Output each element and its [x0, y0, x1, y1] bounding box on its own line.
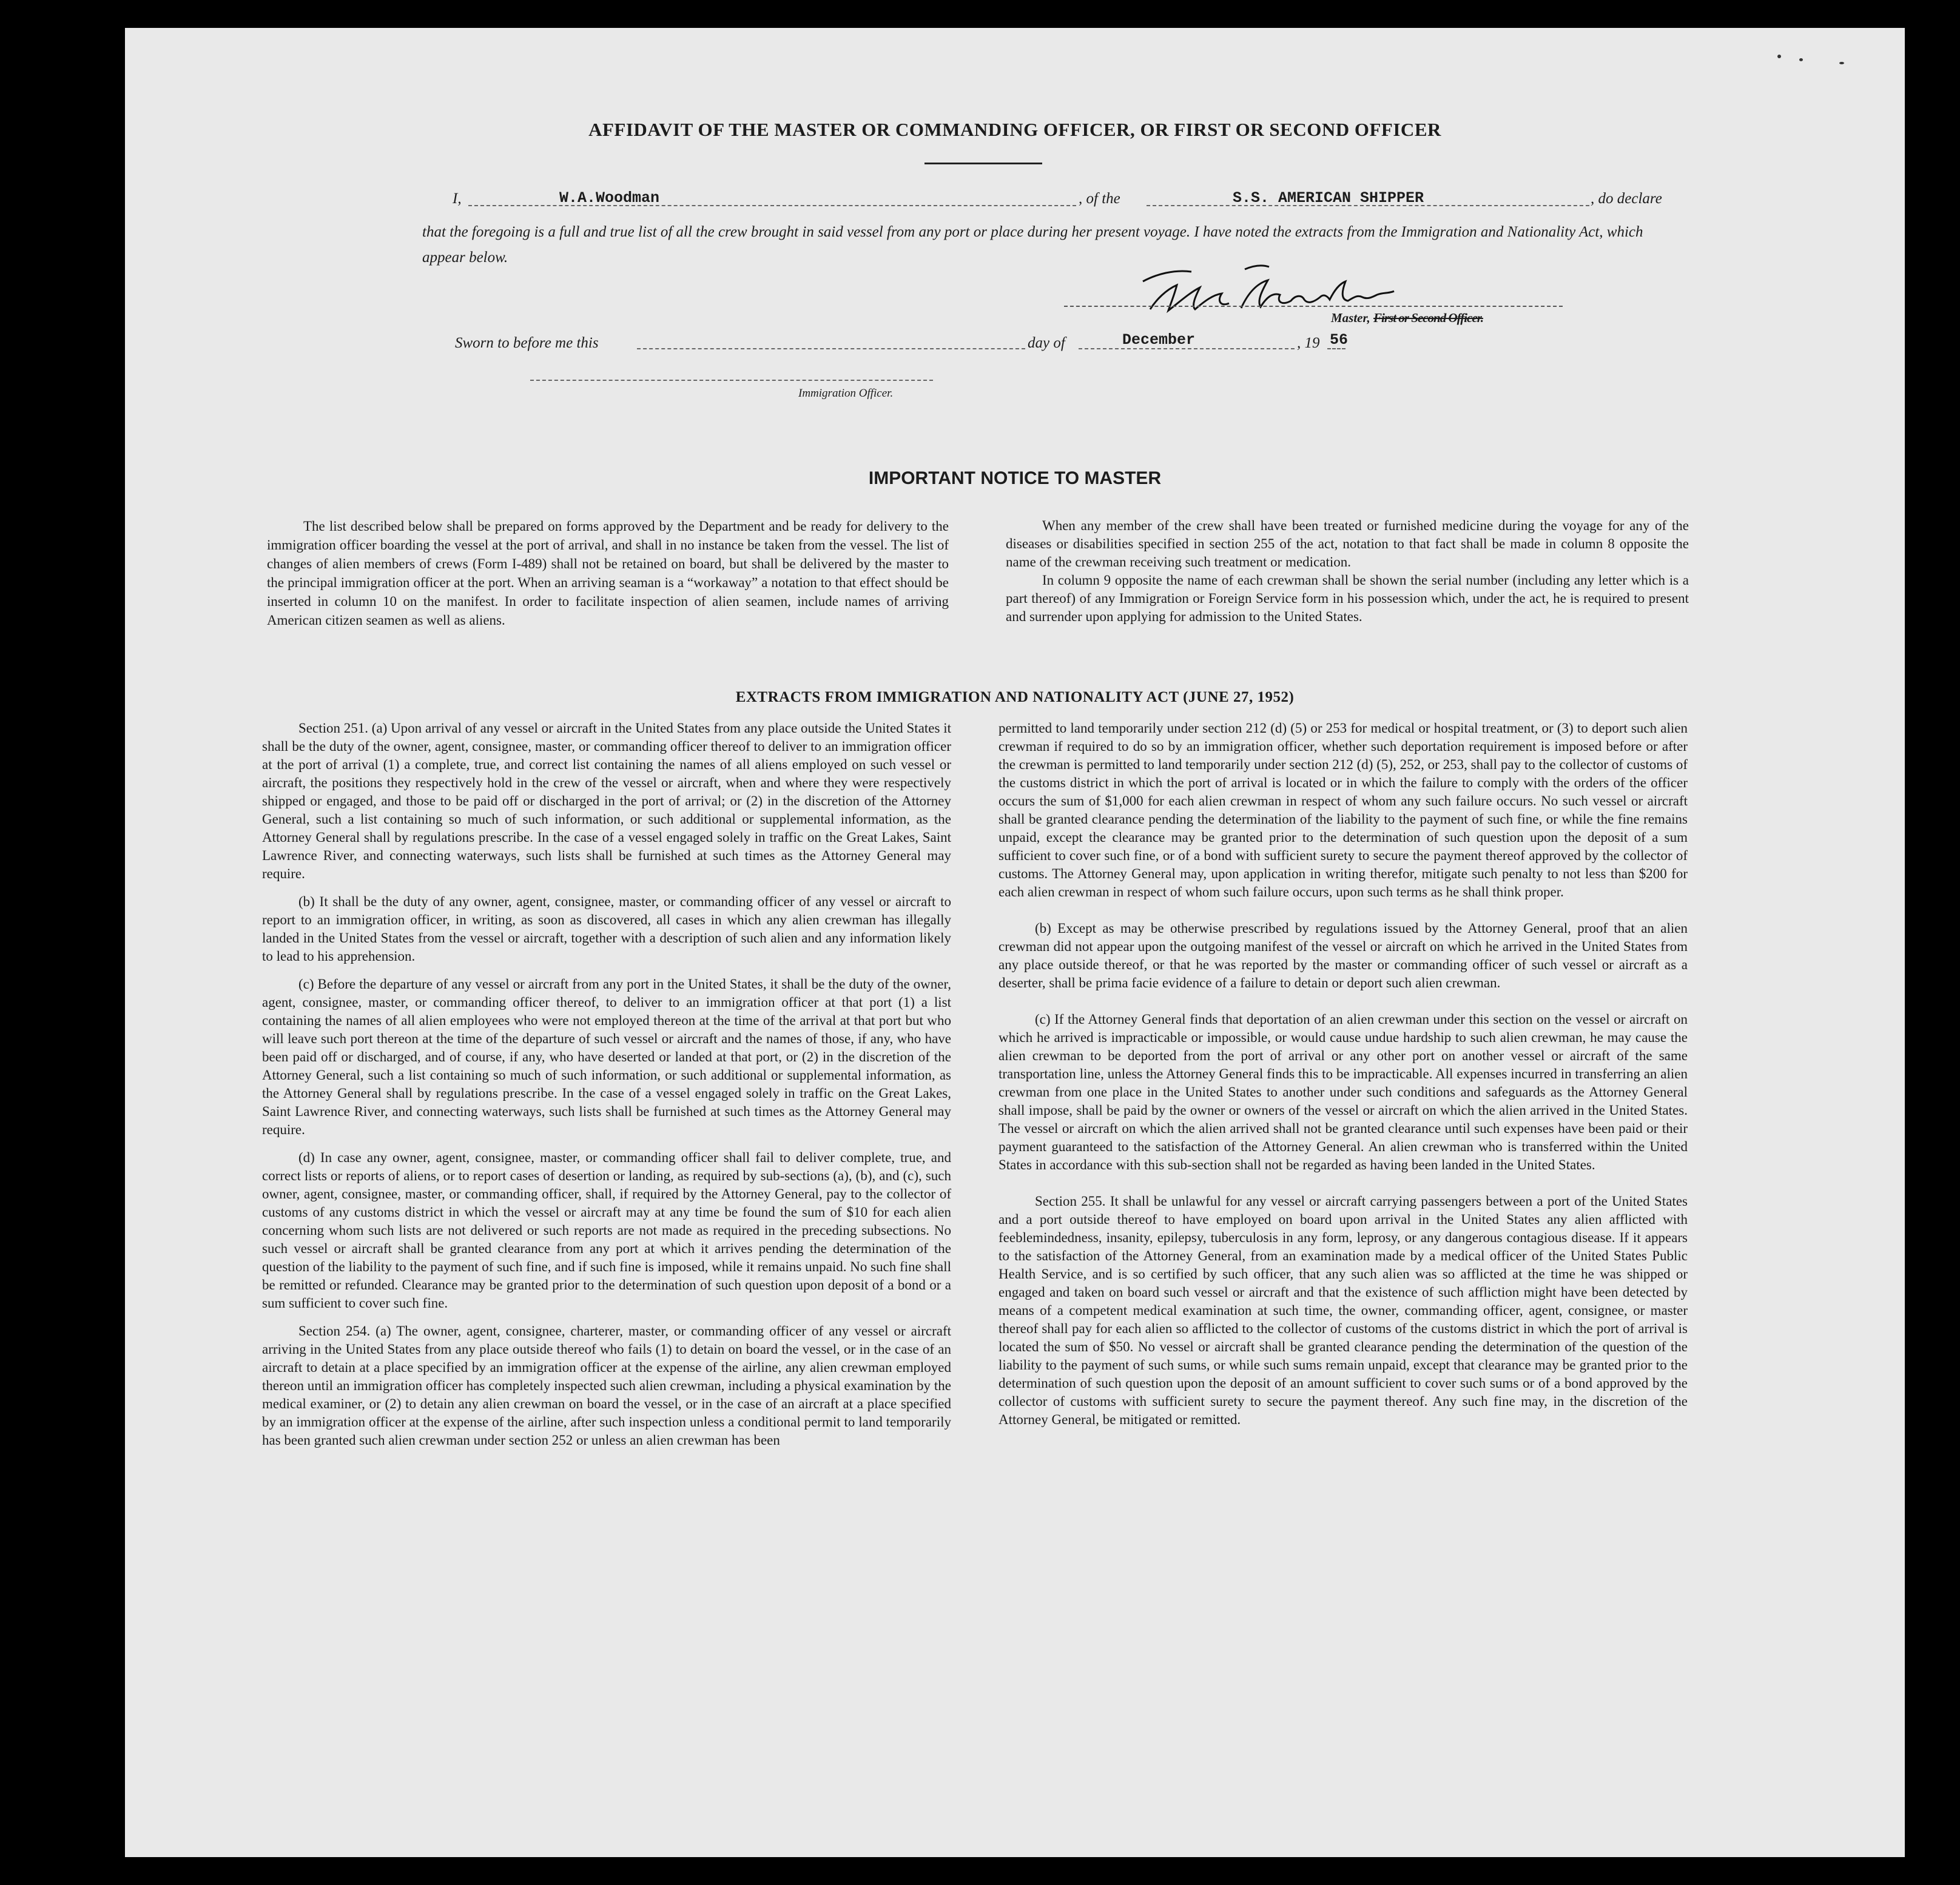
- signature-title-struck: First or Second Officer.: [1373, 311, 1483, 325]
- do-declare-label: , do declare: [1591, 190, 1662, 207]
- notice-right-paragraph-2: In column 9 opposite the name of each crewman shall be shown the serial number (including any letter which is a part thereof) of any Immigration or Foreign Service form in his possession which, under the act, he is required to present and surrender upon applying for admission to the United States.: [1006, 573, 1689, 624]
- notice-right-paragraph-1: When any member of the crew shall have been treated or furnished medicine during the voyage for any of the diseases or disabilities specified in section 255 of the act, notation to that fact shall be made in column 8 opposite the name of the crewman receiving such treatment or medication.: [1006, 518, 1689, 570]
- scan-speck: [1799, 58, 1803, 61]
- notice-left-column: [267, 517, 949, 630]
- sworn-year: 56: [1330, 331, 1349, 349]
- section-254-a-continued: permitted to land temporarily under section 212 (d) (5) or 253 for medical or hospital treatment, or (3) to deport such alien crewman if required to do so by an immigration officer, whether such deportation requirement is imposed before or after the crewman is permitted to land temporarily under section 212 (d) (5), 252, or 253, shall pay to the collector of customs of the customs district in which the port of arrival is located or in which the failure to comply with the orders of the officer occurs the sum of $1,000 for each alien crewman in respect of whom any such failure occurs. No such vessel or aircraft shall be granted clearance pending the determination of the liability to the payment of such fine, or while the fine remains unpaid, except the clearance may be granted prior to the determination of such question upon the deposit of a sum sufficient to cover such fine, or of a bond with sufficient surety to secure the payment thereof approved by the collector of customs. The Attorney General may, upon application in writing therefor, mitigate such penalty to not less than $200 for each alien crewman in respect of whom such failure occurs, upon such terms as he shall think proper.: [999, 721, 1688, 899]
- section-254-a: Section 254. (a) The owner, agent, consignee, charterer, master, or commanding officer of any vessel or aircraft arriving in the United States from any place outside thereof who fails (1) to detain on board the vessel, or in the case of an aircraft to detain at a place specified by an immigration officer at the expense of the airline, any alien crewman employed thereon until an immigration officer has completely inspected such alien crewman, including a physical examination by the medical examiner, or (2) to detain any alien crewman on board the vessel, or in the case of an aircraft at a place specified by an immigration officer at the expense of the airline, after such inspection unless a conditional permit to land temporarily has been granted such alien crewman under section 252 or unless an alien crewman has been: [262, 1323, 951, 1448]
- master-signature: [1132, 263, 1447, 318]
- section-251-b: (b) It shall be the duty of any owner, agent, consignee, master, or commanding officer of any vessel or aircraft to report to an immigration officer, in writing, as soon as discovered, all cases in which any alien crewman has illegally landed in the United States from the vessel or aircraft, together with a description of such alien and any information likely to lead to his apprehension.: [262, 894, 951, 964]
- section-251-c: (c) Before the departure of any vessel or aircraft from any port in the United States, it shall be the duty of the owner, agent, consignee, master, or commanding officer thereof, to deliver to an immigration officer at that port (1) a list containing the names of all alien employees who were not employed thereon at the time of the arrival at that port but who will leave such port thereon at the time of the departure of such vessel or aircraft and the names of those, if any, who have been paid off or discharged, and of course, if any, who have deserted or landed at that port, or (2) in the discretion of the Attorney General, such a list containing so much of such information, or such additional or supplemental information, as the Attorney General shall by regulations prescribe. In the case of a vessel engaged solely in traffic on the Great Lakes, Saint Lawrence River, and connecting waterways, such lists shall be furnished at such times as the Attorney General may require.: [262, 976, 951, 1137]
- signature-title: [1331, 311, 1483, 326]
- signature-title-master: Master,: [1331, 311, 1370, 325]
- section-255: Section 255. It shall be unlawful for any vessel or aircraft carrying passengers between a port of the United States and a port outside thereof to have employed on board upon arrival in the United States any alien afflicted with feeblemindedness, insanity, epilepsy, tuberculosis in any form, leprosy, or any dangerous contagious disease. If it appears to the satisfaction of the Attorney General, from an examination made by a medical officer of the United States Public Health Service, and is so certified by such officer, that any such alien was so afflicted at the time he was shipped or engaged and taken on board such vessel or aircraft and that the existence of such affliction might have been detected by means of a competent medical examination at such time, the owner, commanding officer, agent, consignee, or master thereof shall pay for each alien so afflicted to the collector of customs of the customs district in which the port of arrival is located the sum of $50. No vessel or aircraft shall be granted clearance pending the determination of the question of the liability to the payment of such sums, or while such sums remain unpaid, except that clearance may be granted prior to the determination of such question upon the deposit of an amount sufficient to cover such sums or of a bond approved by the collector of customs with sufficient surety to secure the payment thereof. Any such fine may, in the discretion of the Attorney General, be mitigated or remitted.: [999, 1194, 1688, 1427]
- section-251-a: Section 251. (a) Upon arrival of any vessel or aircraft in the United States from any place outside the United States it shall be the duty of the owner, agent, consignee, master, or commanding officer thereof to deliver to an immigration officer at the port of arrival (1) a complete, true, and correct list containing the names of all aliens employed on such vessel or aircraft, the positions they respectively hold in the crew of the vessel or aircraft, when and where they were respectively shipped or engaged, and those to be paid off or discharged in the port of arrival; or (2) in the discretion of the Attorney General, such a list containing so much of such information, or such additional or supplemental information, as the Attorney General shall by regulations prescribe. In the case of a vessel engaged solely in traffic on the Great Lakes, Saint Lawrence River, and connecting waterways, such lists shall be furnished at such times as the Attorney General may require.: [262, 721, 951, 881]
- notice-title: IMPORTANT NOTICE TO MASTER: [868, 468, 1162, 488]
- signature-line: [1064, 306, 1563, 307]
- sworn-label: Sworn to before me this: [455, 335, 599, 351]
- scan-speck: [1839, 62, 1844, 64]
- day-of-label: day of: [1028, 335, 1065, 351]
- notice-left-paragraph: The list described below shall be prepared on forms approved by the Department and be ready for delivery to the immigration officer boarding the vessel at the port of arrival, and shall in no instance be taken from the vessel. The list of changes of alien members of crews (Form I-489) shall not be retained on board, but shall be delivered by the master to the principal immigration officer at the port. When an arriving seaman is a “workaway” a notation to that effect should be inserted in column 10 on the manifest. In order to facilitate inspection of alien seamen, include names of arriving American citizen seamen as well as aliens.: [267, 519, 949, 628]
- section-254-b: (b) Except as may be otherwise prescribed by regulations issued by the Attorney General, proof that an alien crewman did not appear upon the outgoing manifest of the vessel or aircraft on which he arrived in the United States from any place outside thereof, or that he was reported by the master or commanding officer of such vessel or aircraft as a deserter, shall be prima facie evidence of a failure to detain or deport such alien crewman.: [999, 921, 1688, 990]
- year-prefix: , 19: [1297, 335, 1320, 351]
- notice-right-column: [1006, 517, 1689, 626]
- document-page: [125, 28, 1905, 1857]
- of-the-label: , of the: [1079, 190, 1120, 207]
- scan-speck: [1777, 55, 1781, 58]
- immigration-officer-line: [530, 380, 933, 381]
- declarant-label: I,: [453, 190, 462, 207]
- affidavit-title: AFFIDAVIT OF THE MASTER OR COMMANDING OFFICER, OR FIRST OR SECOND OFFICER: [588, 119, 1441, 140]
- sworn-month: December: [1122, 331, 1196, 349]
- title-divider: [924, 163, 1042, 164]
- immigration-officer-label: Immigration Officer.: [798, 387, 894, 400]
- declaration-text: that the foregoing is a full and true list of all the crew brought in said vessel from any port or place during her present voyage. I have noted the extracts from the Immigration and Nationality Act, which appear below.: [422, 224, 1643, 266]
- section-254-c: (c) If the Attorney General finds that deportation of an alien crewman under this section on the vessel or aircraft on which he arrived is impracticable or impossible, or would cause undue hardship to such alien crewman, he may cause the alien crewman to be deported from the port of arrival or any other port on another vessel or aircraft of the same transportation line, unless the Attorney General finds this to be impracticable. All expenses incurred in transferring an alien crewman from one place in the United States to another under such conditions and safeguards as the Attorney General shall impose, shall be paid by the owner or owners of the vessel or aircraft on which the alien arrived in the United States. The vessel or aircraft on which the alien arrived shall not be granted clearance until such expenses have been paid or their payment guaranteed to the satisfaction of the Attorney General. An alien crewman who is transferred within the United States in accordance with this sub-section shall not be regarded as having been landed in the United States.: [999, 1012, 1688, 1172]
- declarant-name: W.A.Woodman: [559, 189, 660, 207]
- extracts-right-column: [999, 719, 1688, 1429]
- sworn-day-line: [637, 348, 1025, 349]
- extracts-left-column: [262, 719, 951, 1450]
- extracts-title: EXTRACTS FROM IMMIGRATION AND NATIONALITY ACT (JUNE 27, 1952): [735, 689, 1295, 705]
- vessel-name: S.S. AMERICAN SHIPPER: [1233, 189, 1424, 207]
- section-251-d: (d) In case any owner, agent, consignee, master, or commanding officer shall fail to deliver complete, true, and correct lists or reports of aliens, or to report cases of desertion or landing, as required by sub-sections (a), (b), and (c), such owner, agent, consignee, master, or commanding officer, shall, if required by the Attorney General, pay to the collector of customs of any customs district in which the vessel or aircraft may at any time be found the sum of $10 for each alien concerning whom such lists are not delivered or such reports are not made as required in the preceding subsections. No such vessel or aircraft shall be granted clearance from any port at which it arrives pending the determination of the question of the liability to the payment of such fine, and if such fine is imposed, while it remains unpaid. No such fine shall be remitted or refunded. Clearance may be granted prior to the determination of such question upon deposit of a bond or a sum sufficient to cover such fine.: [262, 1150, 951, 1311]
